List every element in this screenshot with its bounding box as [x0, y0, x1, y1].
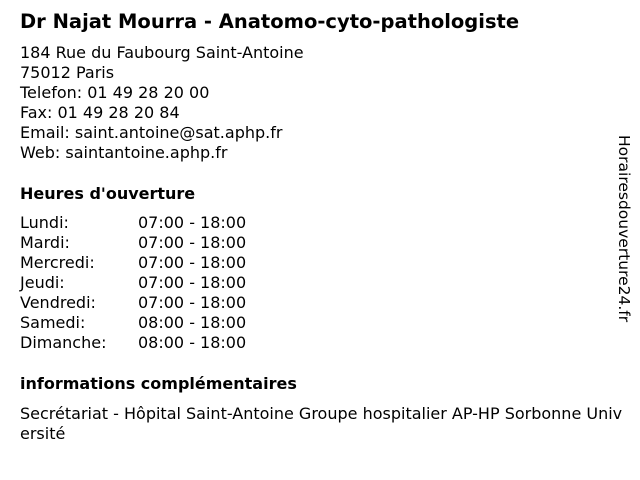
fax-number: Fax: 01 49 28 20 84	[20, 103, 180, 122]
hours-day: Mercredi:	[20, 253, 95, 272]
website: Web: saintantoine.aphp.fr	[20, 143, 228, 162]
hours-day: Vendredi:	[20, 293, 96, 312]
hours-day: Dimanche:	[20, 333, 107, 352]
hours-time: 07:00 - 18:00	[138, 293, 247, 312]
hours-row	[20, 313, 246, 333]
hours-time: 07:00 - 18:00	[138, 213, 247, 232]
opening-hours-table	[20, 213, 246, 353]
hours-row	[20, 293, 246, 313]
hours-time: 08:00 - 18:00	[138, 313, 247, 332]
hours-time: 07:00 - 18:00	[138, 273, 247, 292]
hours-row	[20, 253, 246, 273]
hours-row	[20, 273, 246, 293]
address-street: 184 Rue du Faubourg Saint-Antoine	[20, 43, 304, 62]
hours-day: Lundi:	[20, 213, 69, 232]
page-title: Dr Najat Mourra - Anatomo-cyto-pathologiste	[20, 10, 520, 33]
address-city: 75012 Paris	[20, 63, 115, 82]
info-heading: informations complémentaires	[20, 374, 297, 393]
hours-row	[20, 333, 246, 353]
email-address: Email: saint.antoine@sat.aphp.fr	[20, 123, 283, 142]
hours-heading: Heures d'ouverture	[20, 184, 196, 203]
hours-row	[20, 213, 246, 233]
site-watermark: Horairesdouverture24.fr	[615, 135, 633, 323]
hours-time: 08:00 - 18:00	[138, 333, 247, 352]
contact-block	[20, 43, 304, 163]
info-text: Secrétariat - Hôpital Saint-Antoine Groupe hospitalier AP-HP Sorbonne Université	[20, 404, 623, 443]
hours-day: Jeudi:	[20, 273, 65, 292]
hours-day: Mardi:	[20, 233, 70, 252]
hours-time: 07:00 - 18:00	[138, 233, 247, 252]
hours-row	[20, 233, 246, 253]
hours-time: 07:00 - 18:00	[138, 253, 247, 272]
hours-day: Samedi:	[20, 313, 86, 332]
phone-number: Telefon: 01 49 28 20 00	[20, 83, 210, 102]
